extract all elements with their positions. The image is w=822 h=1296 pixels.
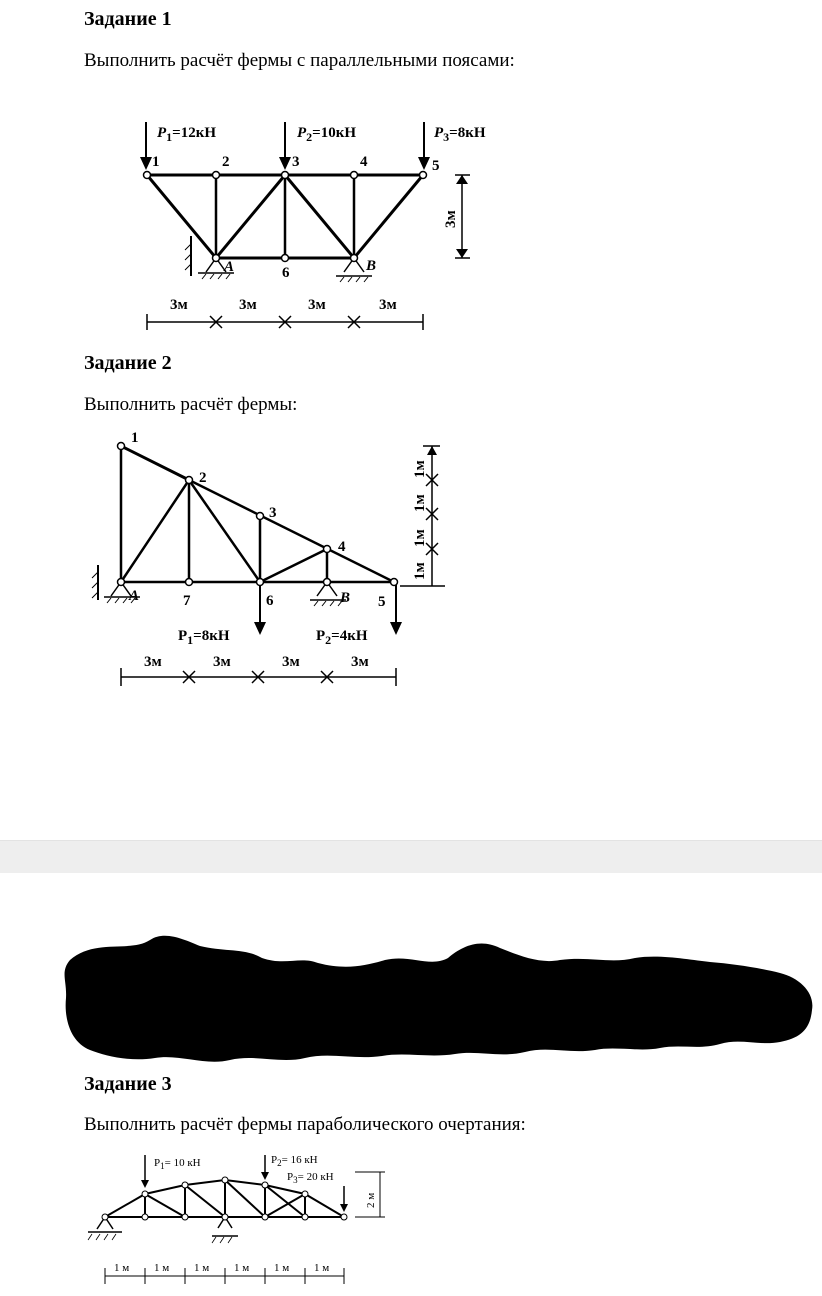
- task3-height-label: 2 м: [365, 1192, 377, 1208]
- task2-load-1-label: $P_1=8кН$: [178, 628, 230, 647]
- task2-height-4: 1м: [412, 562, 428, 580]
- task3-span-4: 1 м: [234, 1262, 250, 1274]
- task1-span-2: 3м: [239, 297, 257, 313]
- task2-heading: Задание 2: [84, 352, 172, 374]
- task1-span-1: 3м: [170, 297, 188, 313]
- task2-height-1: 1м: [412, 460, 428, 478]
- task2-node-2: 2: [199, 470, 207, 486]
- task3-load-3-label: $P_3= 20$ кН: [287, 1171, 334, 1185]
- task3-text: Выполнить расчёт фермы параболического очертания:: [84, 1114, 526, 1135]
- task1-load-2-label: $P_2=10кН$: [297, 125, 357, 144]
- task1-node-3: 3: [292, 154, 300, 170]
- task1-node-2: 2: [222, 154, 230, 170]
- task1-support-a-label: A: [224, 259, 235, 275]
- task2-load-2-label: $P_2=4кН$: [316, 628, 368, 647]
- task1-support-b-label: B: [366, 258, 377, 274]
- task3-span-dimension: [105, 1268, 344, 1284]
- task3-span-1: 1 м: [114, 1262, 130, 1274]
- task2-height-2: 1м: [412, 494, 428, 512]
- task1-text: Выполнить расчёт фермы с параллельными поясами:: [84, 50, 515, 71]
- task1-node-5: 5: [432, 158, 440, 174]
- task2-node-4: 4: [338, 539, 346, 555]
- task2-span-3: 3м: [282, 654, 300, 670]
- task3-span-6: 1 м: [314, 1262, 330, 1274]
- task3-load-2-label: $P_2= 16$ кН: [271, 1154, 318, 1168]
- task3-span-5: 1 м: [274, 1262, 290, 1274]
- task3-support-hatching: [88, 1234, 232, 1243]
- task1-node-4: 4: [360, 154, 368, 170]
- task2-span-1: 3м: [144, 654, 162, 670]
- task3-span-2: 1 м: [154, 1262, 170, 1274]
- task2-support-b-label: B: [340, 590, 351, 606]
- task1-height-label: 3м: [443, 210, 459, 228]
- task2-support-a-label: A: [129, 588, 140, 604]
- task1-load-3-label: $P_3=8кН$: [434, 125, 486, 144]
- task2-node-3: 3: [269, 505, 277, 521]
- task3-heading: Задание 3: [84, 1073, 172, 1095]
- task1-span-4: 3м: [379, 297, 397, 313]
- task1-node-1: 1: [152, 154, 160, 170]
- task3-span-3: 1 м: [194, 1262, 210, 1274]
- task3-load-1-label: $P_1= 10$ кН: [154, 1157, 201, 1171]
- task1-load-1-label: $P_1=12кН$: [157, 125, 217, 144]
- task2-span-4: 3м: [351, 654, 369, 670]
- task2-height-3: 1м: [412, 529, 428, 547]
- task1-span-3: 3м: [308, 297, 326, 313]
- task2-span-2: 3м: [213, 654, 231, 670]
- task2-text: Выполнить расчёт фермы:: [84, 394, 298, 415]
- task2-node-6: 6: [266, 593, 274, 609]
- task1-heading: Задание 1: [84, 8, 172, 30]
- task1-node-6: 6: [282, 265, 290, 281]
- task2-node-7: 7: [183, 593, 191, 609]
- task2-node-1: 1: [131, 430, 139, 446]
- task2-node-5: 5: [378, 594, 386, 610]
